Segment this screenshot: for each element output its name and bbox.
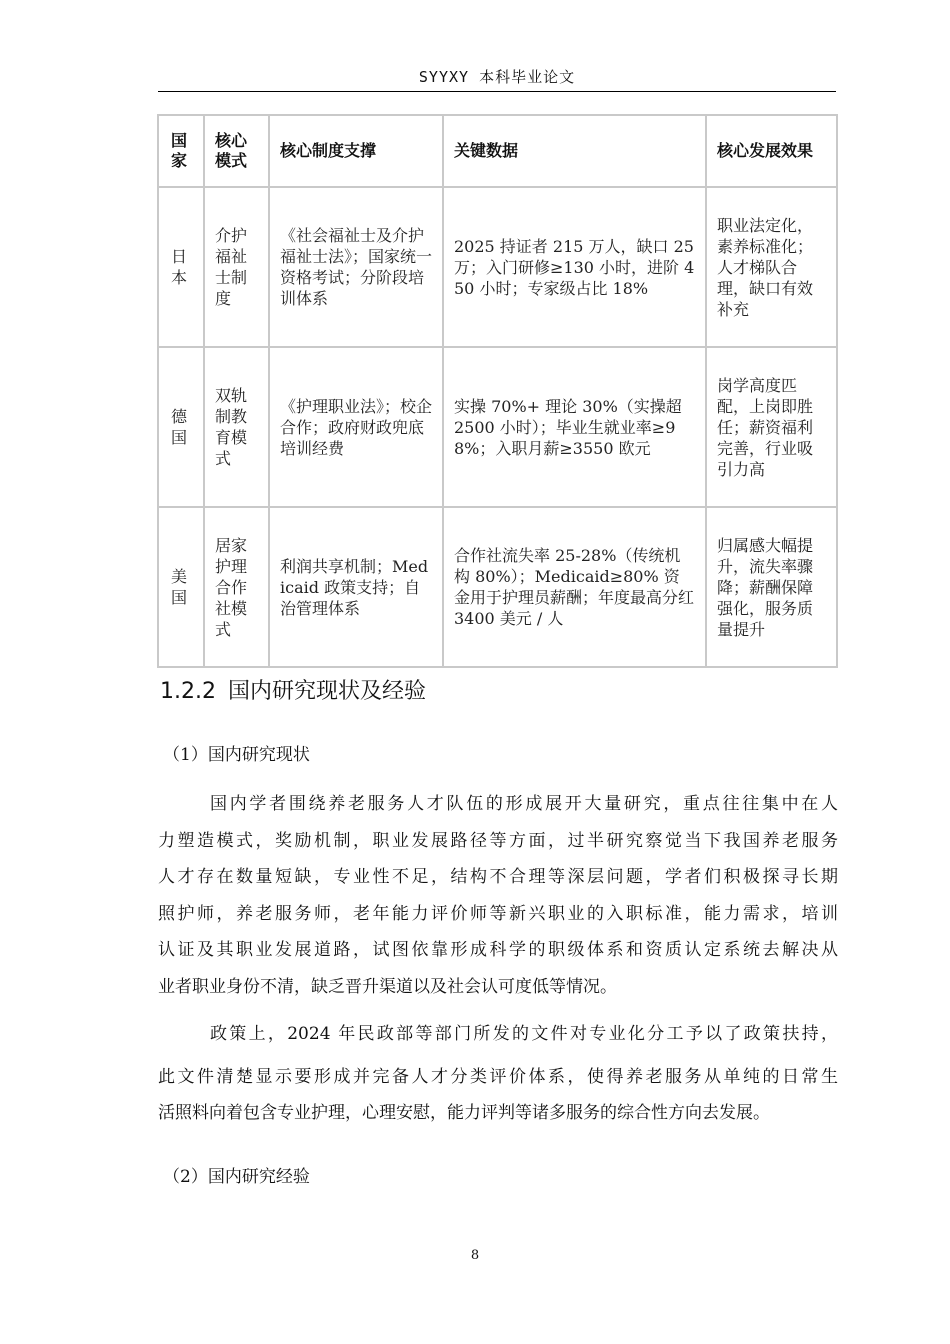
table-header-cell: 核心模式 xyxy=(204,115,269,187)
subsection-heading: （1）国内研究现状 xyxy=(163,745,310,765)
comparison-table xyxy=(157,114,838,668)
table-cell-system: 《社会福祉士及介护福祉士法》；国家统一资格考试；分阶段培训体系 xyxy=(269,187,443,347)
table-header-row xyxy=(158,115,837,187)
table-cell-effect: 职业法定化，素养标准化；人才梯队合理，缺口有效补充 xyxy=(706,187,837,347)
text-line: 国内学者围绕养老服务人才队伍的形成展开大量研究，重点往往集中在人 xyxy=(210,794,838,814)
table-cell-data: 2025 持证者 215 万人，缺口 25 万；入门研修≥130 小时，进阶 450 小时；专家级占比 18% xyxy=(443,187,706,347)
text-line: 业者职业身份不清，缺乏晋升渠道以及社会认可度低等情况。 xyxy=(158,976,617,997)
text-line: 活照料向着包含专业护理，心理安慰，能力评判等诸多服务的综合性方向去发展。 xyxy=(158,1103,770,1123)
table-cell-country: 德国 xyxy=(158,347,204,507)
table-cell-country: 日本 xyxy=(158,187,204,347)
header-rule xyxy=(158,91,836,92)
table-header-cell: 关键数据 xyxy=(443,115,706,187)
paragraph xyxy=(158,1016,838,1132)
table-cell-effect: 岗学高度匹配，上岗即胜任；薪资福利完善，行业吸引力高 xyxy=(706,347,837,507)
text-line: 此文件清楚显示要形成并完备人才分类评价体系，使得养老服务从单纯的日常生 xyxy=(158,1066,838,1087)
table-cell-effect: 归属感大幅提升，流失率骤降；薪酬保障强化，服务质量提升 xyxy=(706,507,837,667)
table-row xyxy=(158,347,837,507)
text-line: 认证及其职业发展道路，试图依靠形成科学的职级体系和资质认定系统去解决从 xyxy=(158,940,838,960)
table-cell-data: 合作社流失率 25-28%（传统机构 80%）；Medicaid≥80% 资金用于护理员薪酬；年度最高分红 3400 美元 / 人 xyxy=(443,507,706,667)
table-cell-model: 介护福祉士制度 xyxy=(204,187,269,347)
text-line: 照护师，养老服务师，老年能力评价师等新兴职业的入职标准，能力需求，培训 xyxy=(158,903,838,924)
table-cell-model: 居家护理合作社模式 xyxy=(204,507,269,667)
section-title: 国内研究现状及经验 xyxy=(227,679,426,704)
table-cell-system: 《护理职业法》；校企合作；政府财政兜底培训经费 xyxy=(269,347,443,507)
table-row xyxy=(158,187,837,347)
running-header: SYYXY 本科毕业论文 xyxy=(418,68,576,86)
table-cell-data: 实操 70%+ 理论 30%（实操超 2500 小时）；毕业生就业率≥98%；入职月薪≥3550 欧元 xyxy=(443,347,706,507)
subsection-heading: （2）国内研究经验 xyxy=(163,1167,310,1187)
text-line: 人才存在数量短缺，专业性不足，结构不合理等深层问题，学者们积极探寻长期 xyxy=(158,867,838,887)
text-line: 政策上，2024 年民政部等部门所发的文件对专业化分工予以了政策扶持， xyxy=(210,1024,838,1044)
table-cell-system: 利润共享机制；Medicaid 政策支持；自治管理体系 xyxy=(269,507,443,667)
table-cell-model: 双轨制教育模式 xyxy=(204,347,269,507)
table-header-cell: 国家 xyxy=(158,115,204,187)
table-row xyxy=(158,507,837,667)
paragraph xyxy=(158,786,838,1005)
section-heading xyxy=(160,674,426,705)
section-number: 1.2.2 xyxy=(160,679,216,704)
page-number: 8 xyxy=(470,1248,480,1263)
table-header-cell: 核心制度支撑 xyxy=(269,115,443,187)
text-line: 力塑造模式，奖励机制，职业发展路径等方面，过半研究察觉当下我国养老服务 xyxy=(158,830,838,851)
table-header-cell: 核心发展效果 xyxy=(706,115,837,187)
table-cell-country: 美国 xyxy=(158,507,204,667)
